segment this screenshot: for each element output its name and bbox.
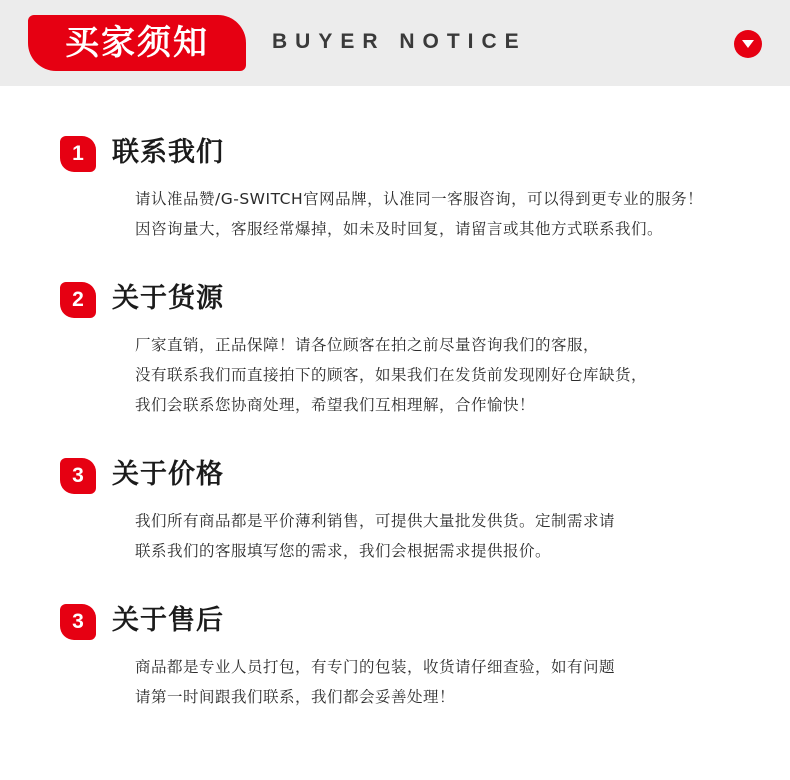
section-line: 请第一时间跟我们联系，我们都会妥善处理！ [135,688,456,706]
notice-section [0,280,790,420]
header-subtitle: BUYER NOTICE [272,30,527,53]
section-title: 联系我们 [112,137,224,168]
section-line: 请认准品赞/G-SWITCH官网品牌，认准同一客服咨询，可以得到更专业的服务！ [135,190,704,208]
section-body [135,652,790,712]
section-line: 联系我们的客服填写您的需求，我们会根据需求提供报价。 [135,542,552,560]
section-body [135,330,790,420]
section-line: 商品都是专业人员打包，有专门的包装，收货请仔细查验，如有问题 [135,658,616,676]
section-title: 关于售后 [112,605,224,636]
chevron-down-icon[interactable] [734,30,762,58]
section-number-badge: 2 [60,282,96,318]
section-body [135,506,790,566]
section-line: 没有联系我们而直接拍下的顾客，如果我们在发货前发现刚好仓库缺货， [135,366,648,384]
section-line: 我们会联系您协商处理，希望我们互相理解，合作愉快！ [135,396,536,414]
header-badge-label: 买家须知 [65,23,209,63]
section-number-badge: 3 [60,458,96,494]
notice-section [0,456,790,566]
section-number-badge: 3 [60,604,96,640]
header-badge [28,15,246,71]
section-line: 厂家直销，正品保障！请各位顾客在拍之前尽量咨询我们的客服， [135,336,600,354]
notice-section [0,602,790,712]
section-title: 关于价格 [112,459,224,490]
section-line: 我们所有商品都是平价薄利销售，可提供大量批发供货。定制需求请 [135,512,616,530]
notice-section [0,134,790,244]
section-title: 关于货源 [112,283,224,314]
section-number-badge: 1 [60,136,96,172]
notice-sections [0,134,790,712]
section-line: 因咨询量大，客服经常爆掉，如未及时回复，请留言或其他方式联系我们。 [135,220,664,238]
section-body [135,184,790,244]
page-header [0,0,790,86]
